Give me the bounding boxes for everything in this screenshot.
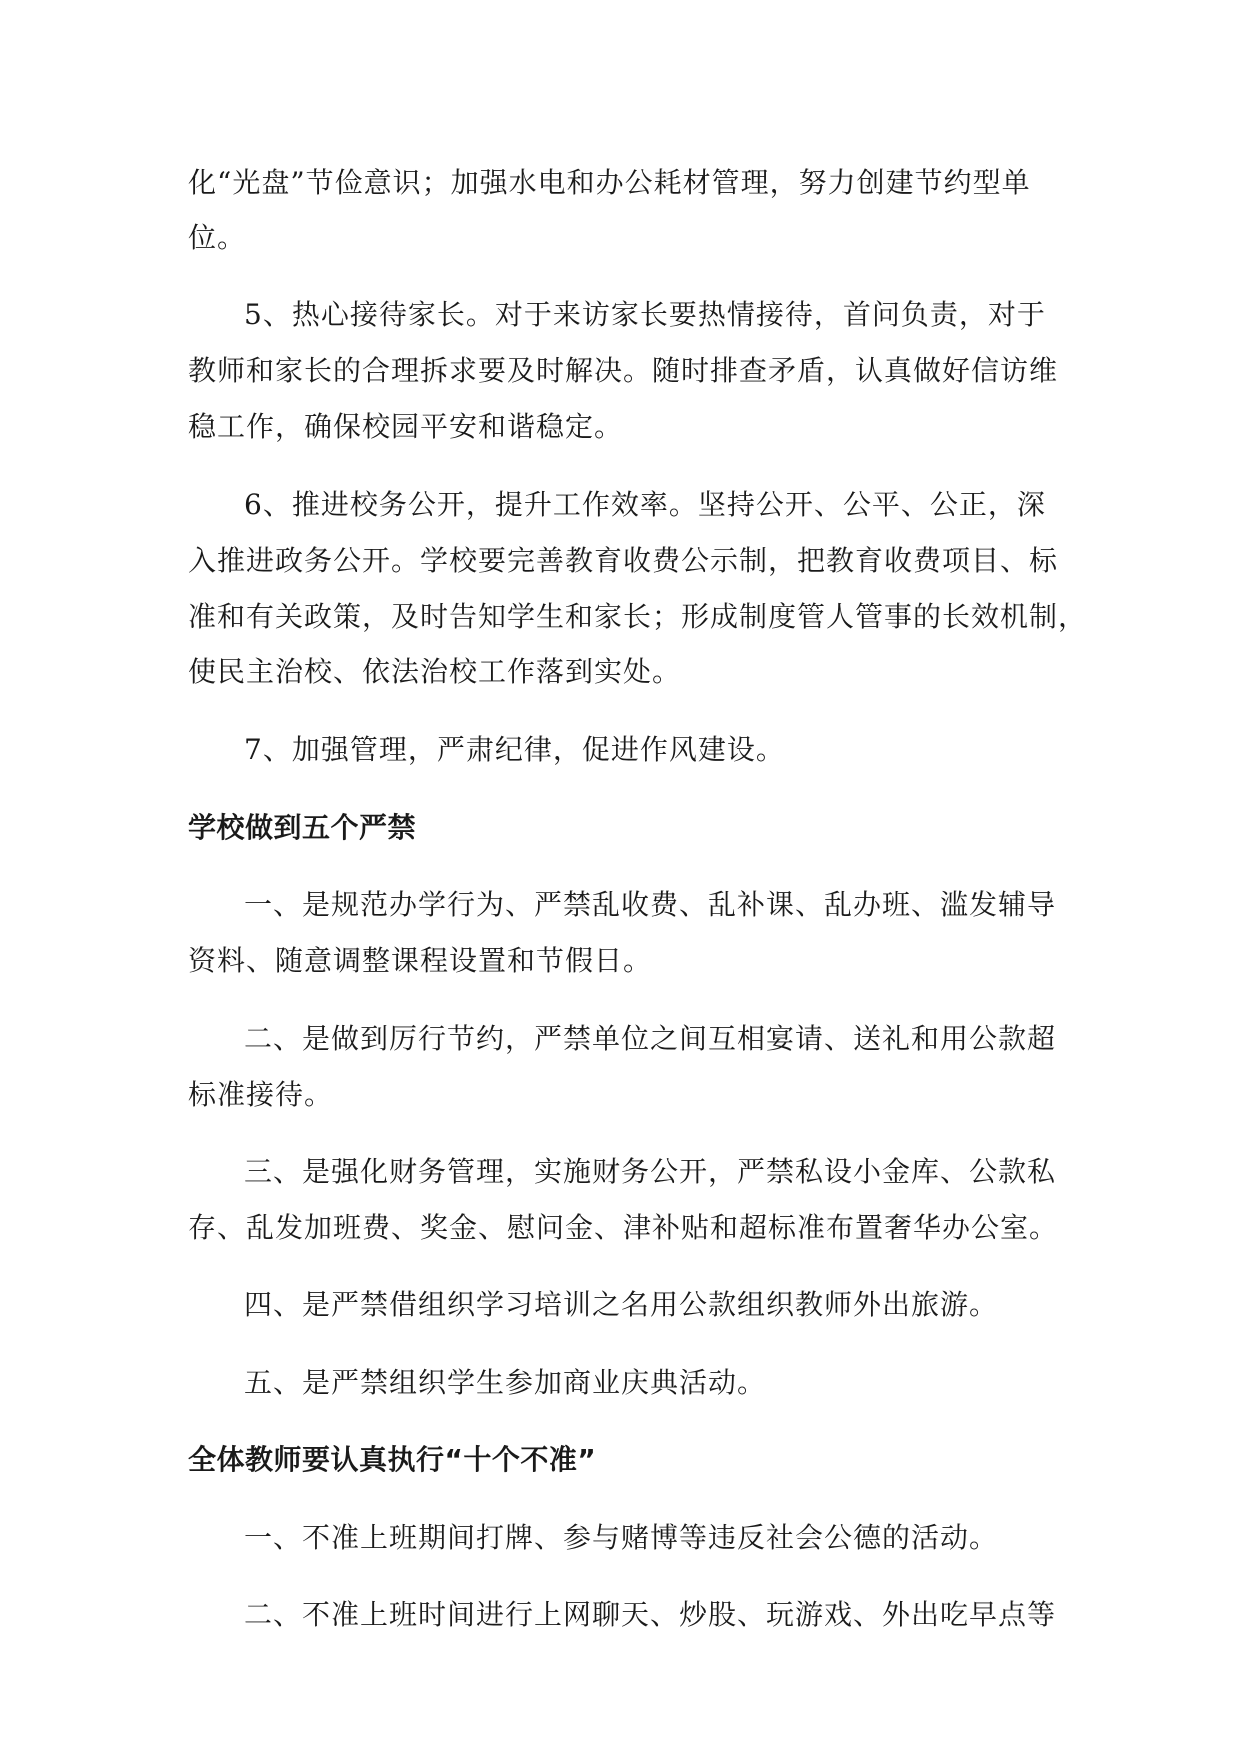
item-6-line-4: 使民主治校、依法治校工作落到实处。 (188, 655, 682, 688)
prohibition-5-line: 五、是严禁组织学生参加商业庆典活动。 (244, 1366, 767, 1399)
prohibition-2-line-1: 二、是做到厉行节约，严禁单位之间互相宴请、送礼和用公款超 (244, 1022, 1057, 1055)
item-6-line-1: 6、推进校务公开，提升工作效率。坚持公开、公平、公正，深 (244, 488, 1046, 521)
prohibition-3-line-2: 存、乱发加班费、奖金、慰问金、津补贴和超标准布置奢华办公室。 (188, 1211, 1059, 1244)
prohibition-2-line-2: 标准接待。 (188, 1078, 334, 1111)
prohibition-4-line: 四、是严禁借组织学习培训之名用公款组织教师外出旅游。 (244, 1288, 999, 1321)
item-5-line-3: 稳工作，确保校园平安和谐稳定。 (188, 410, 624, 443)
paragraph-line: 位。 (188, 221, 247, 254)
rule-1-line: 一、不准上班期间打牌、参与赌博等违反社会公德的活动。 (244, 1521, 999, 1554)
item-7-line-1: 7、加强管理，严肃纪律，促进作风建设。 (244, 733, 785, 766)
item-5-line-2: 教师和家长的合理拆求要及时解决。随时排查矛盾，认真做好信访维 (188, 354, 1059, 387)
prohibition-1-line-1: 一、是规范办学行为、严禁乱收费、乱补课、乱办班、滥发辅导 (244, 888, 1057, 921)
section-heading-ten-rules: 全体教师要认真执行“十个不准” (188, 1443, 597, 1476)
rule-2-line: 二、不准上班时间进行上网聊天、炒股、玩游戏、外出吃早点等 (244, 1598, 1057, 1631)
section-heading-five-prohibitions: 学校做到五个严禁 (188, 811, 417, 844)
prohibition-3-line-1: 三、是强化财务管理，实施财务公开，严禁私设小金库、公款私 (244, 1155, 1057, 1188)
prohibition-1-line-2: 资料、随意调整课程设置和节假日。 (188, 944, 653, 977)
paragraph-line: 化“光盘”节俭意识；加强水电和办公耗材管理，努力创建节约型单 (188, 166, 1031, 199)
item-5-line-1: 5、热心接待家长。对于来访家长要热情接待，首问负责，对于 (244, 298, 1046, 331)
item-6-line-3: 准和有关政策，及时告知学生和家长；形成制度管人管事的长效机制， (188, 600, 1088, 633)
item-6-line-2: 入推进政务公开。学校要完善教育收费公示制，把教育收费项目、标 (188, 544, 1059, 577)
